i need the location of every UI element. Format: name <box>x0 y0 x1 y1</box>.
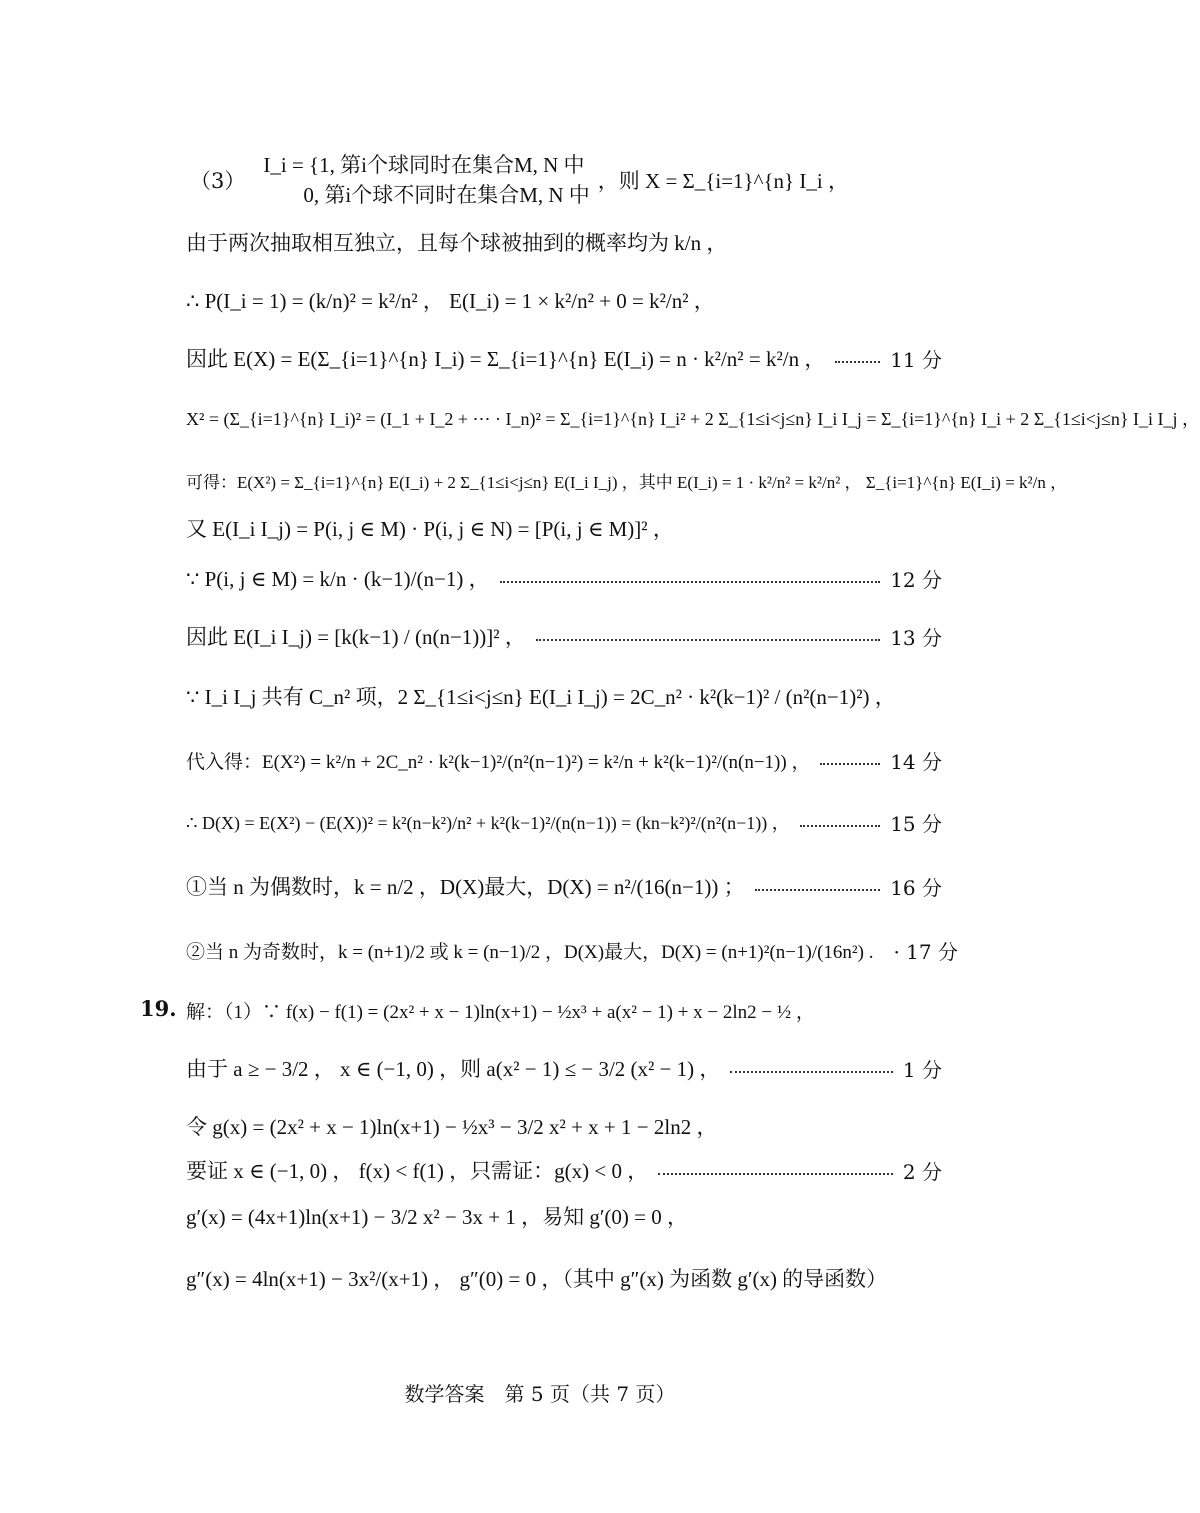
line-2: 因此 E(X) = E(Σ_{i=1}^{n} I_i) = Σ_{i=1}^{n} E(I_i) = n · k²/n² = k²/n ， 11 分 <box>186 338 942 378</box>
q19-head: 解：（1）∵ f(x) − f(1) = (2x² + x − 1)ln(x+1) − ½x³ + a(x² − 1) + x − 2ln2 − ½ ， <box>186 1001 815 1023</box>
line-11: ①当 n 为偶数时，k = n/2 ，D(X)最大，D(X) = n²/(16(n−1)) ； 16 分 <box>186 866 942 906</box>
leader-dots <box>755 877 881 891</box>
leader-dots <box>800 813 880 827</box>
score: 14 分 <box>890 749 942 774</box>
line-5: 又 E(I_i I_j) = P(i, j ∈ M) · P(i, j ∈ N) = [P(i, j ∈ M)]² ， <box>186 517 674 541</box>
case-line-1: I_i = {1, 第i个球同时在集合M, N 中 <box>263 153 585 177</box>
line-3: X² = (Σ_{i=1}^{n} I_i)² = (I_1 + I_2 + ⋯ · I_n)² = Σ_{i=1}^{n} I_i² + 2 Σ_{1≤i<j≤n} I_i I_j = Σ_{i=1}^{n} I_i + 2 Σ_{1≤i<j≤n} I_i I_j ， <box>186 409 1200 429</box>
line-7: 因此 E(I_i I_j) = [k(k−1) / (n(n−1))]² ， 13 分 <box>186 616 942 656</box>
leader-dots <box>658 1161 893 1175</box>
q19-line-1: 令 g(x) = (2x² + x − 1)ln(x+1) − ½x³ − 3/2 x² + x + 1 − 2ln2 ， <box>186 1115 718 1139</box>
line-1: ∴ P(I_i = 1) = (k/n)² = k²/n² ， E(I_i) = 1 × k²/n² + 0 = k²/n² ， <box>186 289 715 313</box>
score: 12 分 <box>890 567 942 592</box>
line-0: 由于两次抽取相互独立，且每个球被抽到的概率均为 k/n ， <box>186 231 728 255</box>
line-12: ②当 n 为奇数时，k = (n+1)/2 或 k = (n−1)/2 ，D(X)最大，D(X) = (n+1)²(n−1)/(16n²) . · 17 分 <box>186 930 942 970</box>
leader-dots <box>730 1059 892 1073</box>
leader-dots <box>820 751 880 765</box>
score: 15 分 <box>890 811 942 836</box>
score: 2 分 <box>902 1159 942 1184</box>
leader-dots <box>536 627 880 641</box>
score: · 17 分 <box>893 939 958 964</box>
page-footer: 数学答案 第 5 页（共 7 页） <box>404 1382 676 1406</box>
q19-line-4: g″(x) = 4ln(x+1) − 3x²/(x+1) ， g″(0) = 0 ，（其中 g″(x) 为函数 g′(x) 的导函数） <box>186 1267 888 1291</box>
part3-tail: ，则 X = Σ_{i=1}^{n} I_i ， <box>597 169 849 193</box>
question-19-number: 19. <box>140 996 177 1021</box>
line-10: ∴ D(X) = E(X²) − (E(X))² = k²(n−k²)/n² + k²(k−1)²/(n(n−1)) = (kn−k²)²/(n²(n−1)) ， 15 分 <box>186 802 942 842</box>
piecewise-cases <box>263 150 589 210</box>
part3-definition <box>186 148 942 212</box>
q19-line-2: 要证 x ∈ (−1, 0) ， f(x) < f(1) ，只需证：g(x) < 0 ， 2 分 <box>186 1150 942 1190</box>
score: 1 分 <box>902 1057 942 1082</box>
line-9: 代入得：E(X²) = k²/n + 2C_n² · k²(k−1)²/(n²(n−1)²) = k²/n + k²(k−1)²/(n(n−1)) ， 14 分 <box>186 740 942 780</box>
leader-dots <box>500 569 881 583</box>
q19-line-0: 由于 a ≥ − 3/2 ， x ∈ (−1, 0) ，则 a(x² − 1) ≤ − 3/2 (x² − 1) ， 1 分 <box>186 1048 942 1088</box>
line-4: 可得：E(X²) = Σ_{i=1}^{n} E(I_i) + 2 Σ_{1≤i<j≤n} E(I_i I_j) ，其中 E(I_i) = 1 · k²/n² = k²/n² ， Σ_{i=1}^{n} E(I_i) = k²/n ， <box>186 472 1068 492</box>
line-8: ∵ I_i I_j 共有 C_n² 项，2 Σ_{1≤i<j≤n} E(I_i I_j) = 2C_n² · k²(k−1)² / (n²(n−1)²) ， <box>186 685 896 709</box>
q19-line-3: g′(x) = (4x+1)ln(x+1) − 3/2 x² − 3x + 1 ，易知 g′(0) = 0 ， <box>186 1205 689 1229</box>
leader-dots <box>835 349 880 363</box>
score: 11 分 <box>890 347 942 372</box>
score: 16 分 <box>890 875 942 900</box>
score: 13 分 <box>890 625 942 650</box>
line-6: ∵ P(i, j ∈ M) = k/n · (k−1)/(n−1) ， 12 分 <box>186 558 942 598</box>
part3-label: （3） <box>190 169 246 193</box>
case-line-2: 0, 第i个球不同时在集合M, N 中 <box>303 183 590 207</box>
